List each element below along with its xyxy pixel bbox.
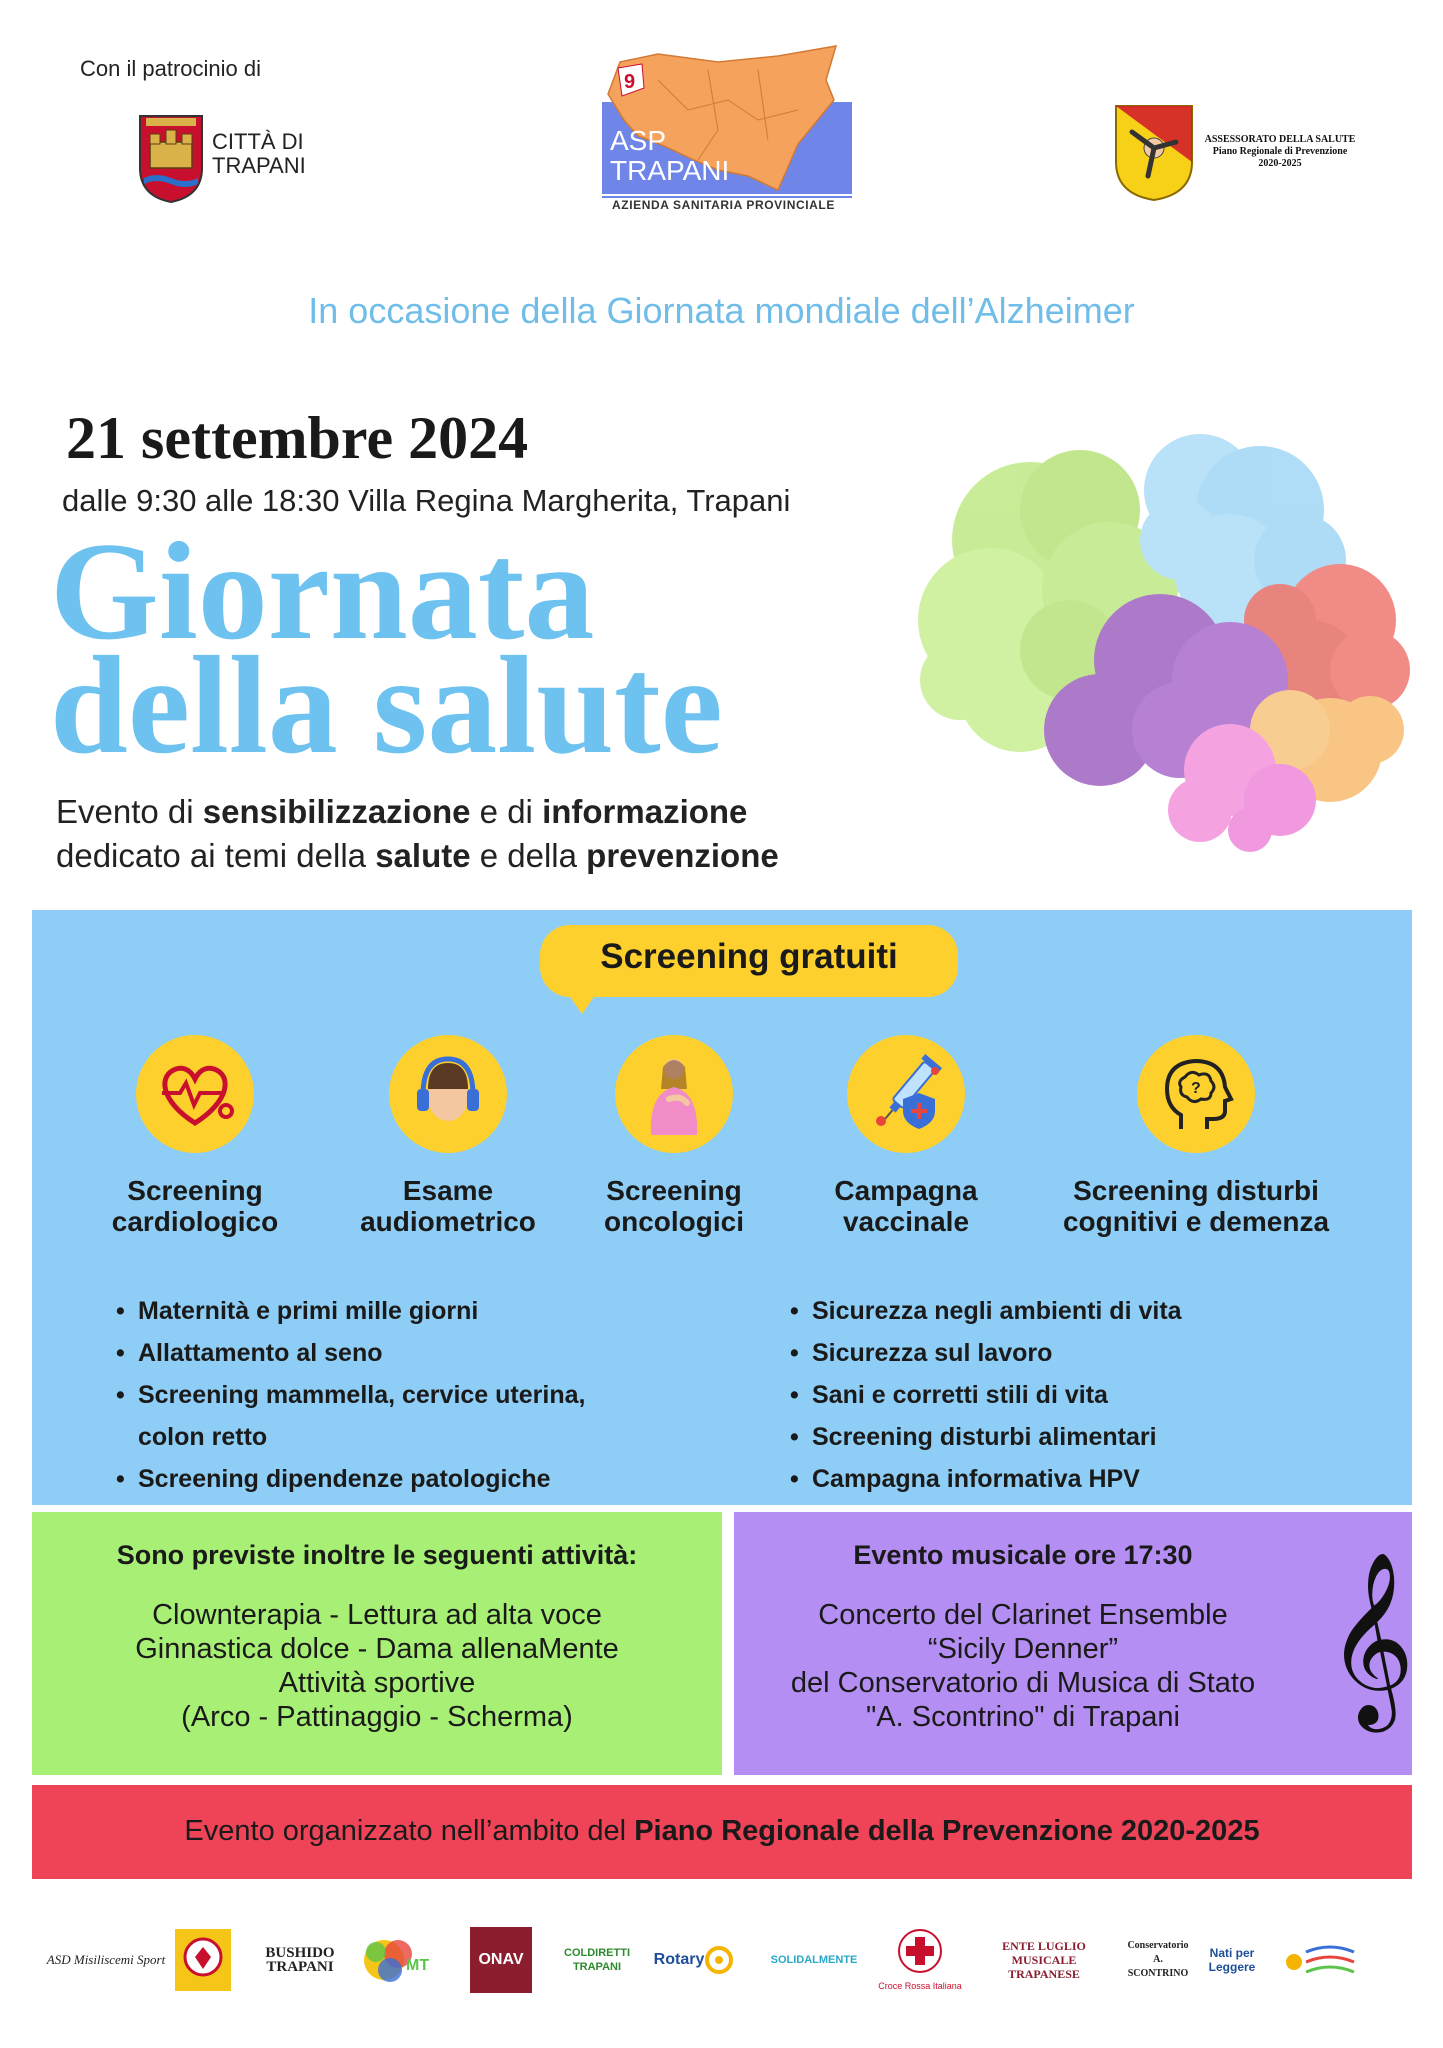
service-line2: vaccinale [842, 1206, 970, 1237]
footer-banner-text [32, 1815, 1412, 1848]
service-line2: audiometrico [360, 1206, 536, 1237]
service-line2: cognitivi e demenza [1062, 1206, 1330, 1237]
sponsor-colorful-logo [356, 1925, 448, 1995]
service-oncology [544, 1035, 804, 1237]
activities-title: Sono previste inoltre le seguenti attività: [116, 1540, 638, 1570]
desc-bold: informazione [542, 793, 748, 830]
desc-bold: sensibilizzazione [202, 793, 471, 830]
service-label [318, 1175, 578, 1237]
service-line2: oncologici [604, 1206, 744, 1237]
sponsor-bushido-logo [252, 1925, 348, 1995]
treble-clef-icon: 𝄞 [1326, 1551, 1415, 1725]
service-label [1031, 1175, 1361, 1237]
list-item: • Sicurezza sul lavoro [790, 1332, 1182, 1374]
olympic-figure-icon [358, 1930, 446, 1990]
desc-text: e della [470, 837, 587, 874]
asp-number: 9 [624, 71, 636, 93]
sponsor-luglio-musicale-logo [984, 1925, 1104, 1995]
service-audiometry [318, 1035, 578, 1237]
list-item: • Allattamento al seno [116, 1332, 585, 1374]
svg-text:?: ? [1191, 1080, 1201, 1097]
sponsor-onav-logo [466, 1925, 536, 1995]
service-line1: Screening [127, 1175, 263, 1206]
asp-subtitle: AZIENDA SANITARIA PROVINCIALE [612, 198, 835, 212]
banner-bold: Piano Regionale della Prevenzione 2020-2025 [634, 1815, 1260, 1847]
list-item-continued: colon retto [138, 1423, 268, 1451]
asp-line1: ASP [610, 125, 667, 156]
sponsor-conservatorio-logo [1124, 1925, 1192, 1995]
list-item: • Maternità e primi mille giorni [116, 1290, 585, 1332]
sponsor-small-logo [1278, 1925, 1360, 1995]
red-cross-icon [897, 1928, 943, 1974]
sponsor-name: Rotary [653, 1951, 705, 1968]
assessorato-line2: Piano Regionale di Prevenzione [1212, 146, 1348, 157]
service-cardiology [65, 1035, 325, 1237]
service-cognitive [1031, 1035, 1361, 1237]
screening-heading: Screening gratuiti [600, 937, 898, 976]
sponsor-name: SOLIDALMENTE [770, 1954, 858, 1966]
activities-list [32, 1598, 722, 1734]
city-name [212, 130, 306, 178]
list-item: • Sani e corretti stili di vita [790, 1374, 1182, 1416]
event-description [56, 790, 779, 878]
sponsor-name: Croce Rossa Italiana [878, 1980, 962, 1991]
sponsor-name: ENTE LUGLIO MUSICALE TRAPANESE [1002, 1939, 1086, 1981]
service-vaccination [776, 1035, 1036, 1237]
regione-sicilia-crest-icon [1112, 102, 1196, 202]
activity-line: Attività sportive [278, 1667, 476, 1699]
desc-text: e di [470, 793, 543, 830]
sponsor-nati-per-leggere-logo [1200, 1925, 1264, 1995]
music-details [734, 1598, 1312, 1734]
city-line1: CITTÀ DI [212, 129, 304, 154]
occasion-heading: In occasione della Giornata mondiale dell’Alzheimer [308, 290, 1135, 331]
head-brain-icon [1137, 1035, 1255, 1153]
sponsor-croce-rossa-logo [878, 1925, 962, 1995]
city-line2: TRAPANI [212, 153, 306, 178]
sponsor-name: ONAV [478, 1951, 524, 1968]
activity-line: Ginnastica dolce - Dama allenaMente [135, 1633, 619, 1665]
service-line1: Esame [402, 1175, 494, 1206]
service-line1: Screening disturbi [1073, 1175, 1319, 1206]
desc-bold: salute [375, 837, 471, 874]
assessorato-line1: ASSESSORATO DELLA SALUTE [1204, 134, 1356, 145]
list-item: • Sicurezza negli ambienti di vita [790, 1290, 1182, 1332]
main-title [50, 514, 723, 783]
heart-stethoscope-icon [136, 1035, 254, 1153]
title-line2: della salute [50, 628, 723, 783]
brain-illustration [900, 430, 1420, 870]
activity-line: (Arco - Pattinaggio - Scherma) [181, 1701, 573, 1733]
list-item: • Screening dipendenze patologiche [116, 1458, 585, 1500]
service-label [544, 1175, 804, 1237]
desc-bold: prevenzione [586, 837, 779, 874]
breast-exam-icon [615, 1035, 733, 1153]
sponsor-name: BUSHIDO TRAPANI [265, 1945, 335, 1975]
list-item: • Screening mammella, cervice uterina, [116, 1374, 585, 1416]
music-line: del Conservatorio di Musica di Stato [790, 1667, 1256, 1699]
service-line1: Campagna [834, 1175, 978, 1206]
bubble-tail [568, 994, 596, 1014]
sponsor-misiliscemi-logo [46, 1925, 166, 1995]
desc-text: Evento di [56, 793, 203, 830]
desc-text: dedicato ai temi della [56, 837, 376, 874]
service-line1: Screening [606, 1175, 742, 1206]
assessorato-line3: 2020-2025 [1258, 158, 1302, 169]
sponsor-solidalmente-logo [762, 1925, 866, 1995]
sponsor-coldiretti-logo [558, 1925, 636, 1995]
shield-icon [173, 1927, 233, 1993]
music-title: Evento musicale ore 17:30 [853, 1540, 1193, 1570]
sponsor-name: Nati per Leggere [1208, 1946, 1256, 1974]
asp-line2: TRAPANI [610, 155, 730, 186]
list-item: • Screening disturbi alimentari [790, 1416, 1182, 1458]
service-label [65, 1175, 325, 1237]
list-item: • Campagna informativa HPV [790, 1458, 1182, 1500]
colorful-sun-icon [1280, 1940, 1358, 1980]
sponsor-name: ASD Misiliscemi Sport [46, 1952, 166, 1967]
sponsor-rotary-logo [644, 1925, 744, 1995]
assessorato-text [1200, 134, 1360, 170]
bullets-right [790, 1290, 1182, 1500]
bullets-left [116, 1290, 585, 1500]
asp-name [610, 126, 729, 186]
svg-text:MT: MT [406, 1957, 430, 1974]
event-date: 21 settembre 2024 [66, 405, 529, 471]
title-line1: Giornata [50, 514, 595, 669]
sponsor-name: Conservatorio A. SCONTRINO [1127, 1940, 1189, 1979]
trapani-crest-icon [136, 112, 206, 204]
service-line2: cardiologico [111, 1206, 279, 1237]
syringe-shield-icon [847, 1035, 965, 1153]
activity-line: Clownterapia - Lettura ad alta voce [152, 1599, 602, 1631]
rotary-wheel-icon [704, 1945, 734, 1975]
banner-text: Evento organizzato nell’ambito del [184, 1815, 635, 1847]
music-line: “Sicily Denner” [927, 1633, 1119, 1665]
sponsor-shield-logo [172, 1925, 234, 1995]
event-time-place: dalle 9:30 alle 18:30 Villa Regina Margherita, Trapani [62, 483, 791, 518]
music-line: Concerto del Clarinet Ensemble [818, 1599, 1228, 1631]
headphones-icon [389, 1035, 507, 1153]
service-label [776, 1175, 1036, 1237]
patronage-label: Con il patrocinio di [80, 56, 261, 81]
music-line: "A. Scontrino" di Trapani [866, 1701, 1180, 1733]
sponsor-name: COLDIRETTI TRAPANI [564, 1947, 630, 1973]
